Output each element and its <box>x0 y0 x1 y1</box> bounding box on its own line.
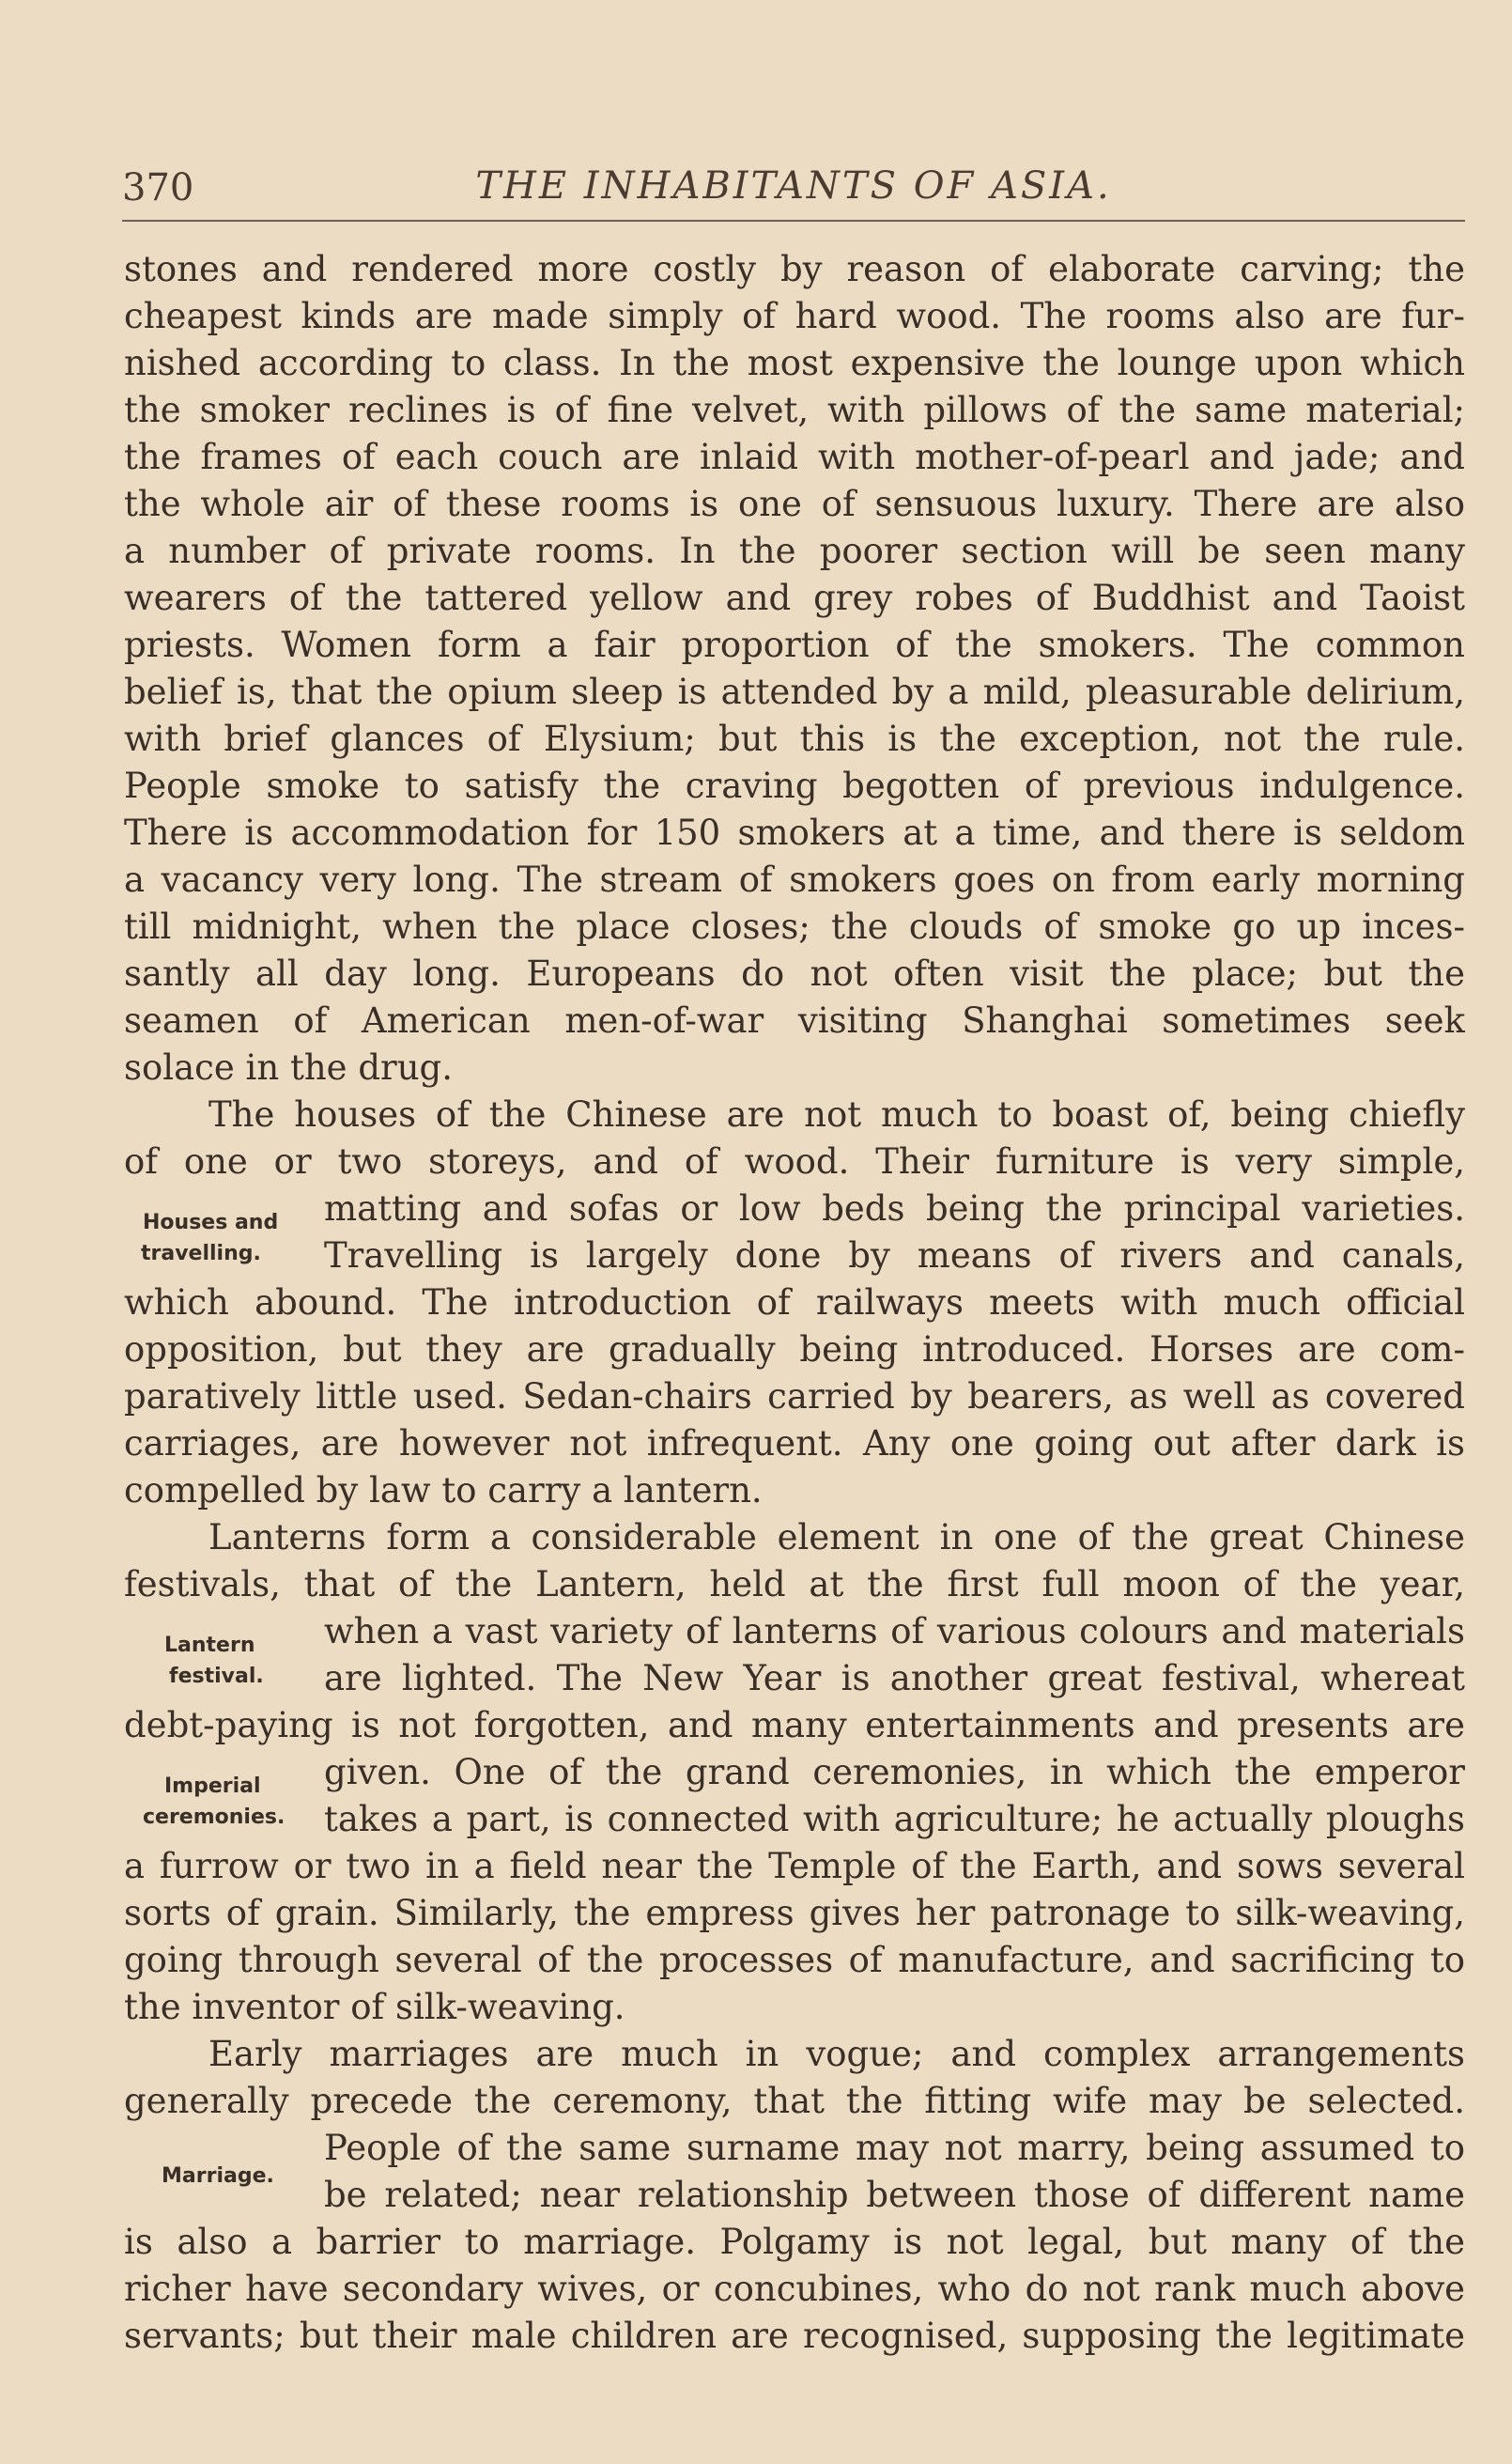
text-line: paratively little used. Sedan-chairs carried by bearers, as well as covered <box>124 1376 1465 1417</box>
text-line: be related; near relationship between those of different name <box>324 2175 1465 2215</box>
text-line: nished according to class. In the most expensive the lounge upon which <box>124 343 1465 383</box>
text-line: which abound. The introduction of railways meets with much official <box>124 1282 1465 1323</box>
text-line: of one or two storeys, and of wood. Their furniture is very simple, <box>124 1141 1465 1182</box>
text-line: Travelling is largely done by means of rivers and canals, <box>324 1235 1465 1276</box>
text-line: stones and rendered more costly by reason of elaborate carving; the <box>124 249 1465 289</box>
sidenote-houses: Houses and <box>143 1211 279 1234</box>
text-line: a number of private rooms. In the poorer section will be seen many <box>124 531 1465 571</box>
text-line: when a vast variety of lanterns of various colours and materials <box>324 1611 1465 1651</box>
text-line: the whole air of these rooms is one of sensuous luxury. There are also <box>124 484 1465 524</box>
text-line: opposition, but they are gradually being introduced. Horses are com- <box>124 1329 1465 1370</box>
text-line: belief is, that the opium sleep is attended by a mild, pleasurable delirium, <box>124 672 1465 712</box>
text-line: wearers of the tattered yellow and grey robes of Buddhist and Taoist <box>124 578 1465 618</box>
text-line: takes a part, is connected with agriculture; he actually ploughs <box>324 1799 1465 1839</box>
sidenote-houses: travelling. <box>141 1242 261 1265</box>
text-line: compelled by law to carry a lantern. <box>124 1470 763 1511</box>
text-line: Lanterns form a considerable element in one of the great Chinese <box>208 1517 1465 1557</box>
page-number: 370 <box>122 166 194 209</box>
sidenote-imperial: Imperial <box>164 1774 261 1798</box>
text-line: servants; but their male children are recognised, supposing the legitimate <box>124 2316 1465 2356</box>
running-title: THE INHABITANTS OF ASIA. <box>475 164 1112 208</box>
text-line: matting and sofas or low beds being the principal varieties. <box>324 1188 1465 1229</box>
text-line: festivals, that of the Lantern, held at the first full moon of the year, <box>124 1564 1465 1604</box>
sidenote-marriage: Marriage. <box>162 2164 274 2188</box>
text-line: cheapest kinds are made simply of hard wood. The rooms also are fur- <box>124 296 1465 336</box>
text-line: richer have secondary wives, or concubines, who do not rank much above <box>124 2269 1465 2309</box>
text-line: seamen of American men-of-war visiting Shanghai sometimes seek <box>124 1000 1465 1041</box>
text-line: Early marriages are much in vogue; and complex arrangements <box>208 2034 1465 2074</box>
text-line: There is accommodation for 150 smokers at a time, and there is seldom <box>124 813 1465 853</box>
text-line: debt-paying is not forgotten, and many entertainments and presents are <box>124 1705 1465 1745</box>
text-line: with brief glances of Elysium; but this is the exception, not the rule. <box>124 719 1465 759</box>
text-line: till midnight, when the place closes; the clouds of smoke go up inces- <box>124 907 1465 947</box>
text-line: given. One of the grand ceremonies, in which the emperor <box>324 1752 1465 1792</box>
text-line: generally precede the ceremony, that the fitting wife may be selected. <box>124 2081 1465 2121</box>
text-line: santly all day long. Europeans do not often visit the place; but the <box>124 953 1465 994</box>
sidenote-lantern: Lantern <box>164 1634 255 1657</box>
text-line: solace in the drug. <box>124 1047 453 1088</box>
sidenote-lantern: festival. <box>169 1665 264 1688</box>
text-line: a furrow or two in a field near the Temple of the Earth, and sows several <box>124 1846 1465 1886</box>
page-header <box>122 155 1465 211</box>
text-line: sorts of grain. Similarly, the empress gives her patronage to silk-weaving, <box>124 1893 1465 1933</box>
text-line: priests. Women form a fair proportion of the smokers. The common <box>124 625 1465 665</box>
text-line: going through several of the processes of manufacture, and sacrificing to <box>124 1940 1465 1980</box>
text-line: The houses of the Chinese are not much to boast of, being chiefly <box>208 1094 1465 1135</box>
text-line: a vacancy very long. The stream of smokers goes on from early morning <box>124 860 1465 900</box>
text-line: are lighted. The New Year is another great festival, whereat <box>324 1658 1465 1698</box>
text-line: the inventor of silk-weaving. <box>124 1987 625 2027</box>
text-line: the frames of each couch are inlaid with mother-of-pearl and jade; and <box>124 437 1465 477</box>
text-line: People of the same surname may not marry, being assumed to <box>324 2128 1465 2168</box>
text-line: People smoke to satisfy the craving begotten of previous indulgence. <box>124 766 1465 806</box>
text-line: the smoker reclines is of fine velvet, with pillows of the same material; <box>124 390 1465 430</box>
sidenote-imperial: ceremonies. <box>143 1805 285 1829</box>
text-line: is also a barrier to marriage. Polgamy is not legal, but many of the <box>124 2222 1465 2262</box>
text-line: carriages, are however not infrequent. Any one going out after dark is <box>124 1423 1465 1464</box>
header-rule <box>122 220 1465 222</box>
